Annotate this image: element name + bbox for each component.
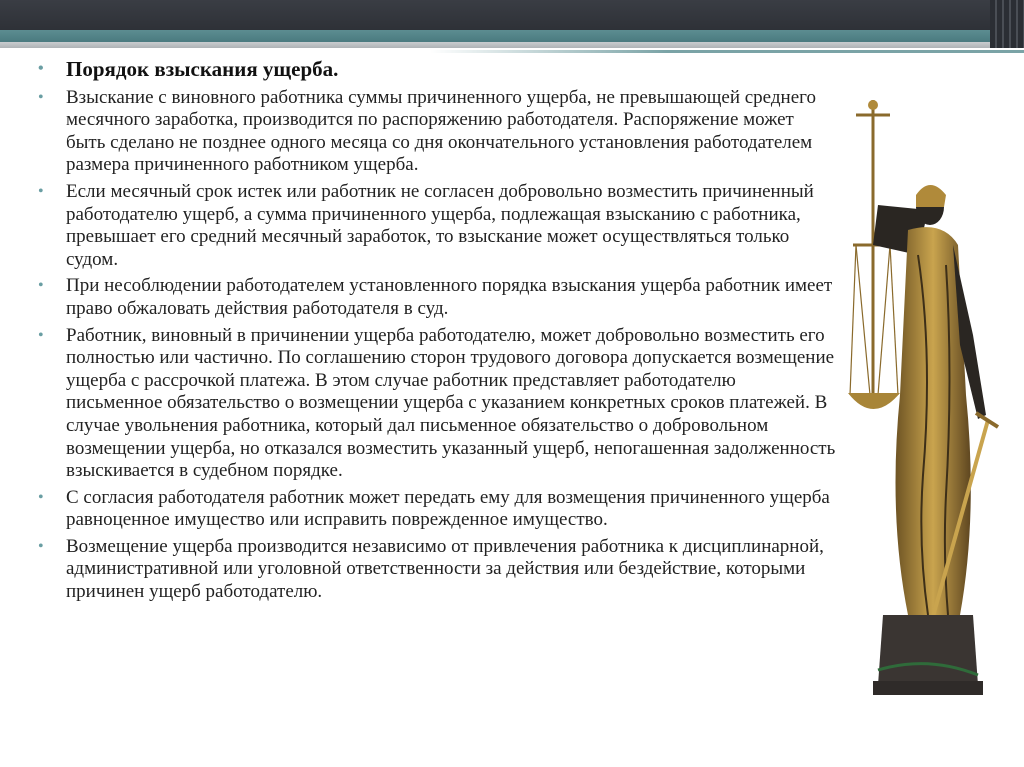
list-item-text: С согласия работодателя работник может передать ему для возмещения причиненного ущерба равноценное имущество или исправить поврежденное имущество. xyxy=(66,486,830,531)
bullet-icon: • xyxy=(38,182,44,200)
bullet-icon: • xyxy=(38,488,44,506)
gray-decor-stripe xyxy=(0,42,1024,48)
bullet-icon: • xyxy=(38,88,44,106)
slide-content xyxy=(36,58,836,608)
list-item-text: Если месячный срок истек или работник не согласен добровольно возместить причиненный работодателю ущерб, а сумма причиненного ущерба, подлежащая взысканию с работника, превышает его средний месячный заработок, то взыскание может осуществляться только судом. xyxy=(66,180,814,270)
top-decor-bar xyxy=(0,0,1024,30)
list-item-text: При несоблюдении работодателем установленного порядка взыскания ущерба работник имеет право обжаловать действия работодателя в суд. xyxy=(66,275,833,319)
bullet-icon: • xyxy=(38,60,44,77)
list-item xyxy=(36,487,836,532)
bullet-list xyxy=(36,58,836,604)
list-item xyxy=(36,275,836,320)
thin-decor-line xyxy=(430,50,1024,53)
list-item-text: Возмещение ущерба производится независимо от привлечения работника к дисциплинарной, административной или уголовной ответственности за действия или бездействие, которыми причинен ущерб работодателю. xyxy=(66,535,824,603)
slide-heading xyxy=(36,58,836,81)
heading-text: Порядок взыскания ущерба. xyxy=(66,57,339,81)
list-item xyxy=(36,325,836,483)
bullet-icon: • xyxy=(38,326,44,344)
bullet-icon: • xyxy=(38,277,44,295)
teal-decor-stripe xyxy=(0,30,1024,42)
list-item-text: Работник, виновный в причинении ущерба работодателю, может добровольно возместить его полностью или частично. По соглашению сторон трудового договора допускается возмещение ущерба с рассрочкой платежа. В этом случае работник представляет работодателю письменное обязательство о возмещении ущерба с указанием конкретных сроков платежей. В случае увольнения работника, который дал письменное обязательство о добровольном возмещении ущерба, но отказался возместить указанный ущерб, непогашенная задолженность взыскивается в судебном порядке. xyxy=(66,324,836,482)
list-item xyxy=(36,87,836,177)
themis-statue-image xyxy=(848,95,1008,705)
list-item xyxy=(36,536,836,604)
list-item-text: Взыскание с виновного работника суммы причиненного ущерба, не превышающей среднего месячного заработка, производится по распоряжению работодателя. Распоряжение может быть сделано не позднее одного месяца со дня окончательного установления работодателем размера причиненного работником ущерба. xyxy=(66,86,816,176)
corner-decor xyxy=(990,0,1024,48)
bullet-icon: • xyxy=(38,537,44,555)
list-item xyxy=(36,181,836,271)
